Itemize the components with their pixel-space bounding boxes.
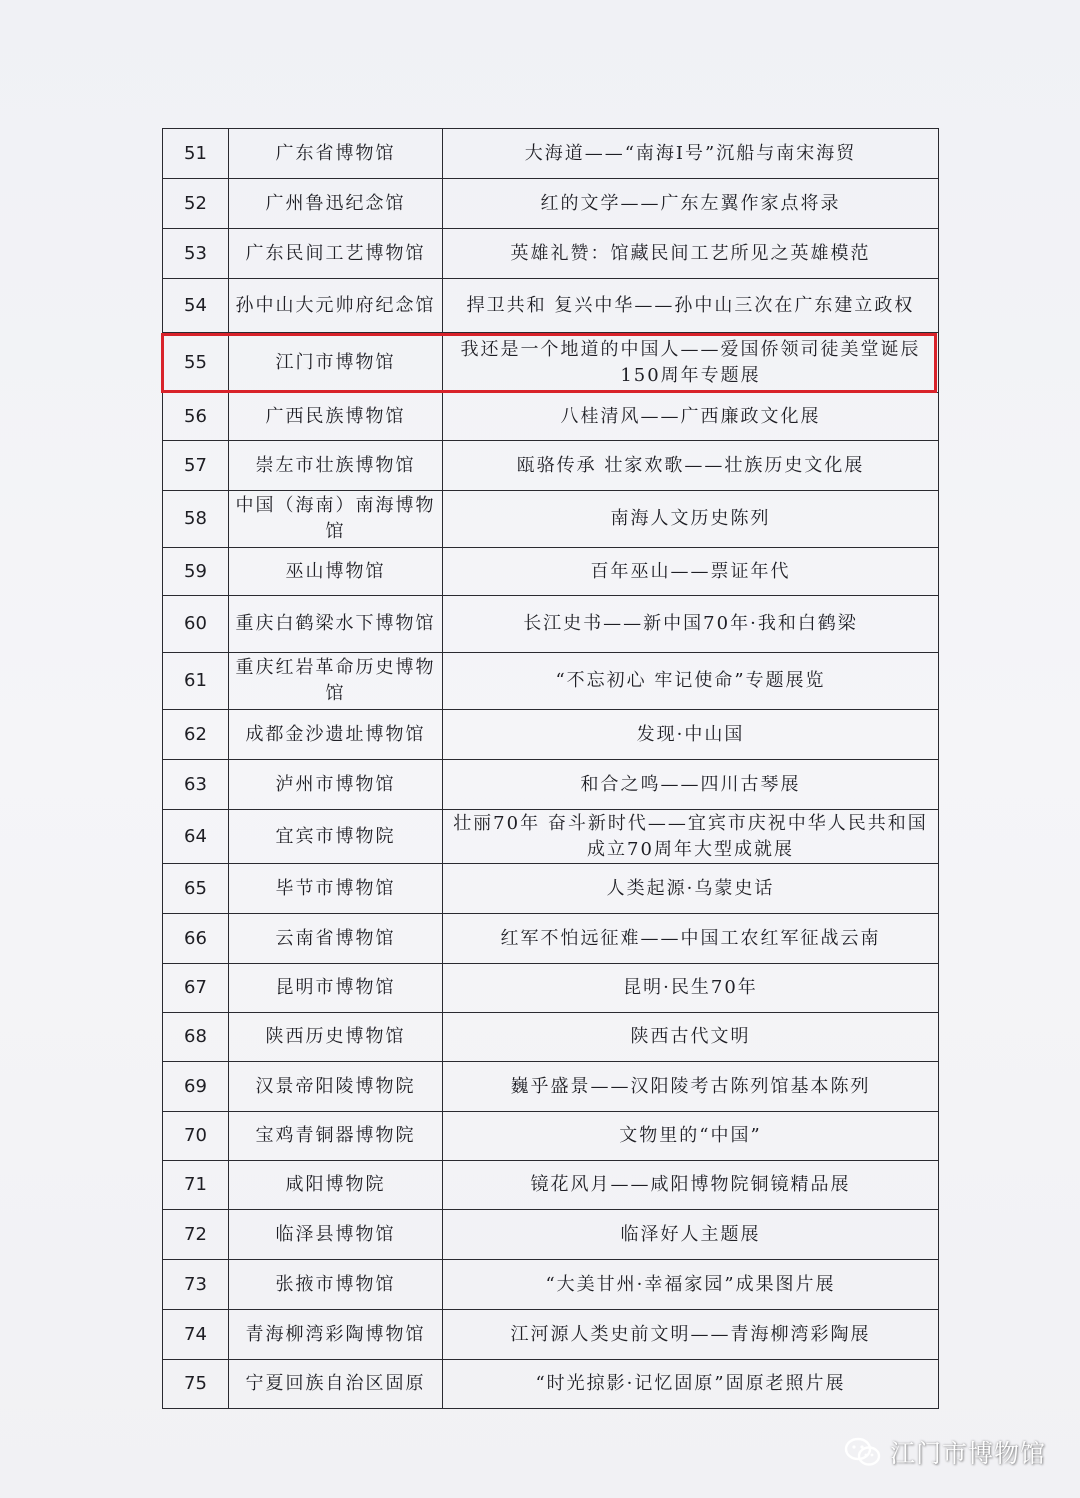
exhibition-title: 人类起源·乌蒙史话 <box>443 864 939 914</box>
museum-name: 孙中山大元帅府纪念馆 <box>229 279 443 333</box>
exhibition-title: “大美甘州·幸福家园”成果图片展 <box>443 1260 939 1310</box>
museum-name: 重庆红岩革命历史博物馆 <box>229 653 443 710</box>
museum-name: 成都金沙遗址博物馆 <box>229 710 443 760</box>
exhibition-title: 昆明·民生70年 <box>443 964 939 1013</box>
table-row <box>163 441 939 491</box>
exhibition-title: 壮丽70年 奋斗新时代——宜宾市庆祝中华人民共和国成立70周年大型成就展 <box>443 810 939 864</box>
table-row <box>163 333 939 393</box>
exhibition-title: 八桂清风——广西廉政文化展 <box>443 393 939 441</box>
table-row <box>163 1260 939 1310</box>
museum-name: 广东省博物馆 <box>229 129 443 179</box>
exhibition-title: 捍卫共和 复兴中华——孙中山三次在广东建立政权 <box>443 279 939 333</box>
table-row <box>163 964 939 1013</box>
table-row <box>163 596 939 653</box>
row-number: 60 <box>163 596 229 653</box>
table-row <box>163 1310 939 1360</box>
exhibition-title: 陕西古代文明 <box>443 1013 939 1062</box>
museum-name: 巫山博物馆 <box>229 548 443 596</box>
row-number: 64 <box>163 810 229 864</box>
row-number: 51 <box>163 129 229 179</box>
museum-name: 宝鸡青铜器博物院 <box>229 1112 443 1161</box>
exhibition-title: 红的文学——广东左翼作家点将录 <box>443 179 939 229</box>
exhibition-title: “时光掠影·记忆固原”固原老照片展 <box>443 1360 939 1409</box>
exhibition-table <box>162 128 939 1409</box>
exhibition-title: 江河源人类史前文明——青海柳湾彩陶展 <box>443 1310 939 1360</box>
exhibition-title: 百年巫山——票证年代 <box>443 548 939 596</box>
row-number: 53 <box>163 229 229 279</box>
row-number: 72 <box>163 1210 229 1260</box>
row-number: 66 <box>163 914 229 964</box>
row-number: 57 <box>163 441 229 491</box>
row-number: 56 <box>163 393 229 441</box>
row-number: 74 <box>163 1310 229 1360</box>
row-number: 67 <box>163 964 229 1013</box>
exhibition-title: 巍乎盛景——汉阳陵考古陈列馆基本陈列 <box>443 1062 939 1112</box>
exhibition-title: 红军不怕远征难——中国工农红军征战云南 <box>443 914 939 964</box>
table-row <box>163 393 939 441</box>
museum-name: 中国（海南）南海博物馆 <box>229 491 443 548</box>
museum-name: 宁夏回族自治区固原 <box>229 1360 443 1409</box>
museum-name: 广西民族博物馆 <box>229 393 443 441</box>
museum-name: 江门市博物馆 <box>229 333 443 393</box>
row-number: 62 <box>163 710 229 760</box>
exhibition-title: 文物里的“中国” <box>443 1112 939 1161</box>
table-row <box>163 1360 939 1409</box>
row-number: 52 <box>163 179 229 229</box>
table-row <box>163 491 939 548</box>
row-number: 59 <box>163 548 229 596</box>
row-number: 68 <box>163 1013 229 1062</box>
row-number: 63 <box>163 760 229 810</box>
row-number: 70 <box>163 1112 229 1161</box>
row-number: 54 <box>163 279 229 333</box>
museum-name: 昆明市博物馆 <box>229 964 443 1013</box>
table-row <box>163 229 939 279</box>
exhibition-title: 发现·中山国 <box>443 710 939 760</box>
table-row <box>163 653 939 710</box>
exhibition-title: 瓯骆传承 壮家欢歌——壮族历史文化展 <box>443 441 939 491</box>
table-row <box>163 710 939 760</box>
table-row <box>163 1210 939 1260</box>
museum-name: 青海柳湾彩陶博物馆 <box>229 1310 443 1360</box>
table-row <box>163 1161 939 1210</box>
table-row <box>163 914 939 964</box>
row-number: 55 <box>163 333 229 393</box>
table-body <box>163 129 939 1409</box>
museum-name: 崇左市壮族博物馆 <box>229 441 443 491</box>
row-number: 73 <box>163 1260 229 1310</box>
museum-name: 广东民间工艺博物馆 <box>229 229 443 279</box>
wechat-icon <box>844 1436 882 1468</box>
museum-name: 广州鲁迅纪念馆 <box>229 179 443 229</box>
row-number: 75 <box>163 1360 229 1409</box>
row-number: 65 <box>163 864 229 914</box>
table-row <box>163 1013 939 1062</box>
exhibition-title: 我还是一个地道的中国人——爱国侨领司徒美堂诞辰150周年专题展 <box>443 333 939 393</box>
exhibition-title: 镜花风月——咸阳博物院铜镜精品展 <box>443 1161 939 1210</box>
row-number: 71 <box>163 1161 229 1210</box>
museum-name: 泸州市博物馆 <box>229 760 443 810</box>
museum-name: 汉景帝阳陵博物院 <box>229 1062 443 1112</box>
row-number: 58 <box>163 491 229 548</box>
museum-name: 张掖市博物馆 <box>229 1260 443 1310</box>
table-row <box>163 179 939 229</box>
table-row <box>163 760 939 810</box>
museum-name: 临泽县博物馆 <box>229 1210 443 1260</box>
table-row <box>163 864 939 914</box>
museum-name: 咸阳博物院 <box>229 1161 443 1210</box>
exhibition-title: 南海人文历史陈列 <box>443 491 939 548</box>
museum-name: 重庆白鹤梁水下博物馆 <box>229 596 443 653</box>
museum-name: 陕西历史博物馆 <box>229 1013 443 1062</box>
table-row <box>163 129 939 179</box>
watermark-text: 江门市博物馆 <box>889 1439 1046 1468</box>
exhibition-title: “不忘初心 牢记使命”专题展览 <box>443 653 939 710</box>
table-row <box>163 1062 939 1112</box>
museum-name: 毕节市博物馆 <box>229 864 443 914</box>
exhibition-title: 长江史书——新中国70年·我和白鹤梁 <box>443 596 939 653</box>
exhibition-title: 临泽好人主题展 <box>443 1210 939 1260</box>
watermark <box>844 1432 1046 1472</box>
exhibition-title: 和合之鸣——四川古琴展 <box>443 760 939 810</box>
table-row <box>163 1112 939 1161</box>
row-number: 69 <box>163 1062 229 1112</box>
table-row <box>163 810 939 864</box>
museum-name: 云南省博物馆 <box>229 914 443 964</box>
row-number: 61 <box>163 653 229 710</box>
table-row <box>163 279 939 333</box>
exhibition-title: 英雄礼赞：馆藏民间工艺所见之英雄模范 <box>443 229 939 279</box>
museum-name: 宜宾市博物院 <box>229 810 443 864</box>
exhibition-title: 大海道——“南海Ⅰ号”沉船与南宋海贸 <box>443 129 939 179</box>
table-row <box>163 548 939 596</box>
